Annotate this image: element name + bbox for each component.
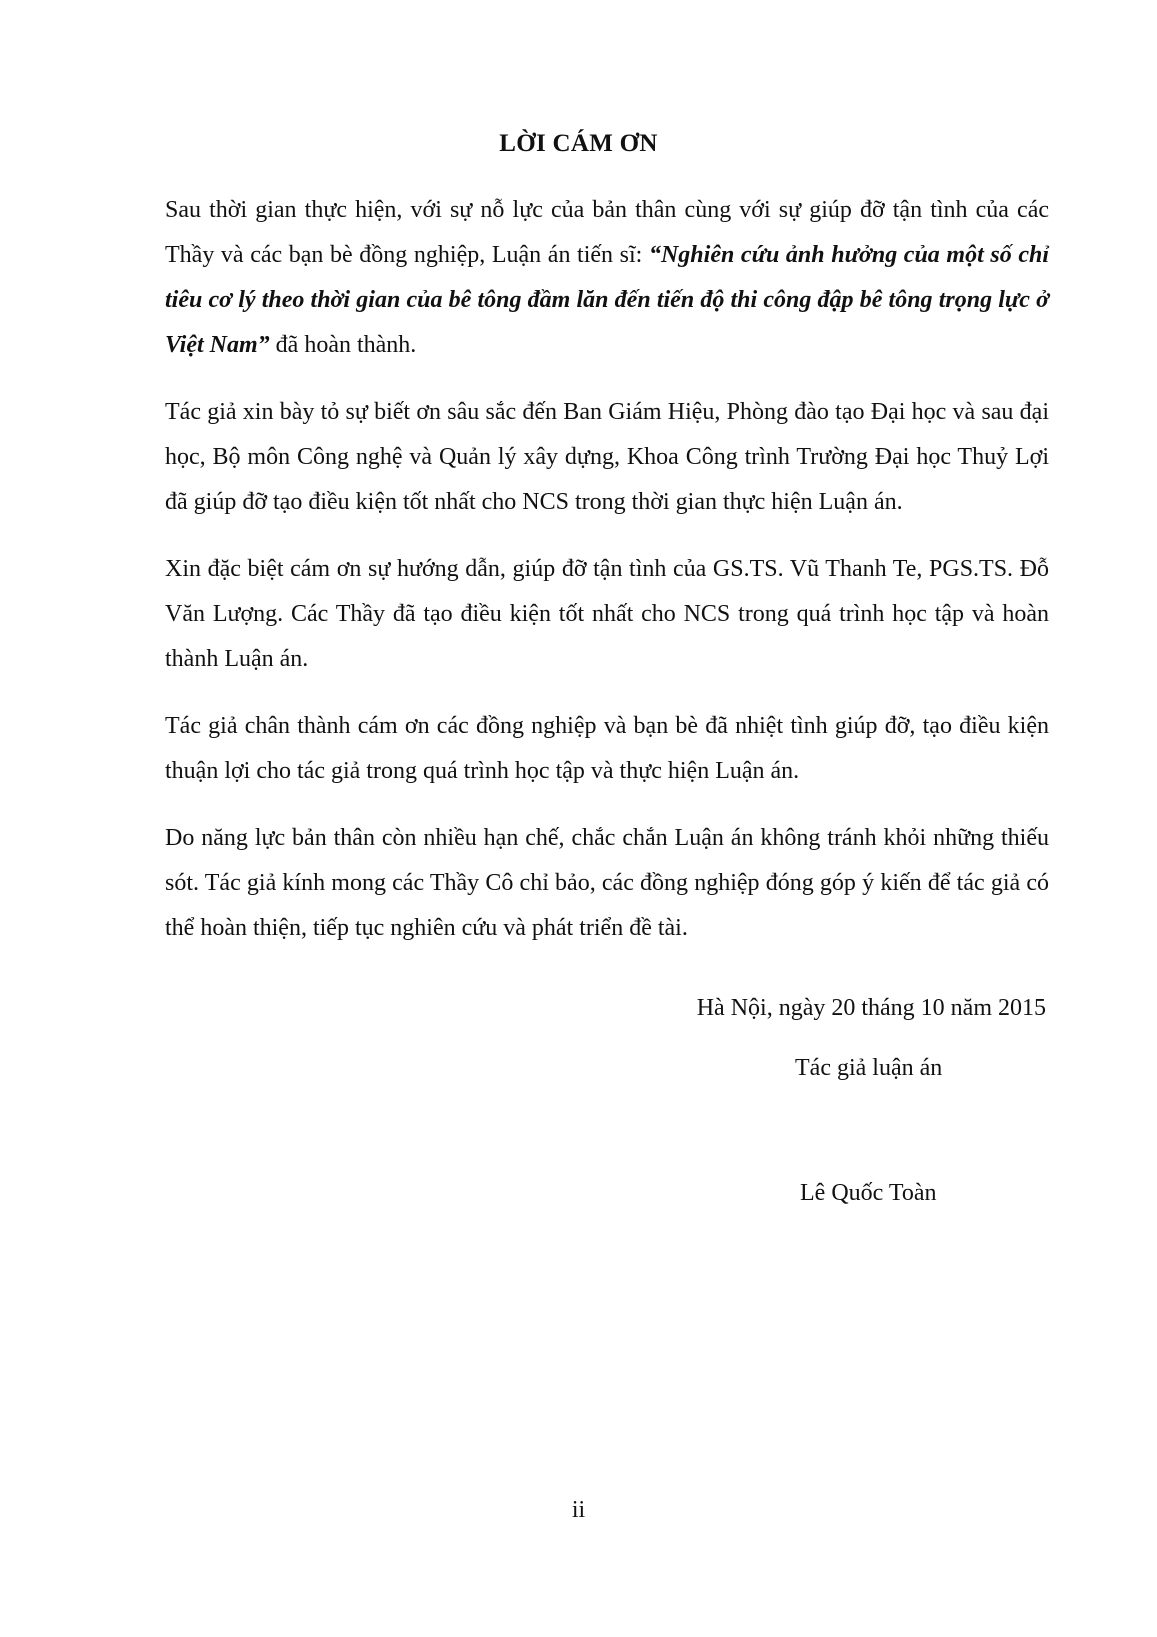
thesis-title-close-quote: ” [257,332,270,358]
author-label: Tác giả luận án [795,1055,943,1081]
paragraph-1-outro: đã hoàn thành. [269,332,417,358]
acknowledgement-body [165,188,1049,973]
page-title: LỜI CÁM ƠN [499,130,658,157]
page-number: ii [571,1497,586,1523]
paragraph-2: Tác giả xin bày tỏ sự biết ơn sâu sắc đến Ban Giám Hiệu, Phòng đào tạo Đại học và sau đại học, Bộ môn Công nghệ và Quản lý xây dựng, Khoa Công trình Trường Đại học Thuỷ Lợi đã giúp đỡ tạo điều kiện tốt nhất cho NCS trong thời gian thực hiện Luận án. [165,399,1049,515]
paragraph-1-intro: Sau thời gian thực hiện, với sự nỗ lực của bản thân cùng với sự giúp đỡ tận tình của các Thầy và các bạn bè đồng nghiệp, Luận án tiến sĩ: [165,197,1049,268]
author-name: Lê Quốc Toàn [800,1180,937,1206]
paragraph-3: Xin đặc biệt cám ơn sự hướng dẫn, giúp đỡ tận tình của GS.TS. Vũ Thanh Te, PGS.TS. Đỗ Văn Lượng. Các Thầy đã tạo điều kiện tốt nhất cho NCS trong quá trình học tập và hoàn thành Luận án. [165,556,1049,672]
paragraph-1 [165,188,1049,368]
paragraph-5: Do năng lực bản thân còn nhiều hạn chế, chắc chắn Luận án không tránh khỏi những thiếu sót. Tác giả kính mong các Thầy Cô chỉ bảo, các đồng nghiệp đóng góp ý kiến để tác giả có thể hoàn thiện, tiếp tục nghiên cứu và phát triển đề tài. [165,825,1049,941]
thesis-title: “Nghiên cứu ảnh hưởng của một số chỉ tiêu cơ lý theo thời gian của bê tông đầm lăn đến tiến độ thi công đập bê tông trọng lực ở Việt Nam [165,242,1050,358]
paragraph-4: Tác giả chân thành cám ơn các đồng nghiệp và bạn bè đã nhiệt tình giúp đỡ, tạo điều kiện thuận lợi cho tác giả trong quá trình học tập và thực hiện Luận án. [165,713,1049,784]
date-line: Hà Nội, ngày 20 tháng 10 năm 2015 [696,995,1046,1021]
